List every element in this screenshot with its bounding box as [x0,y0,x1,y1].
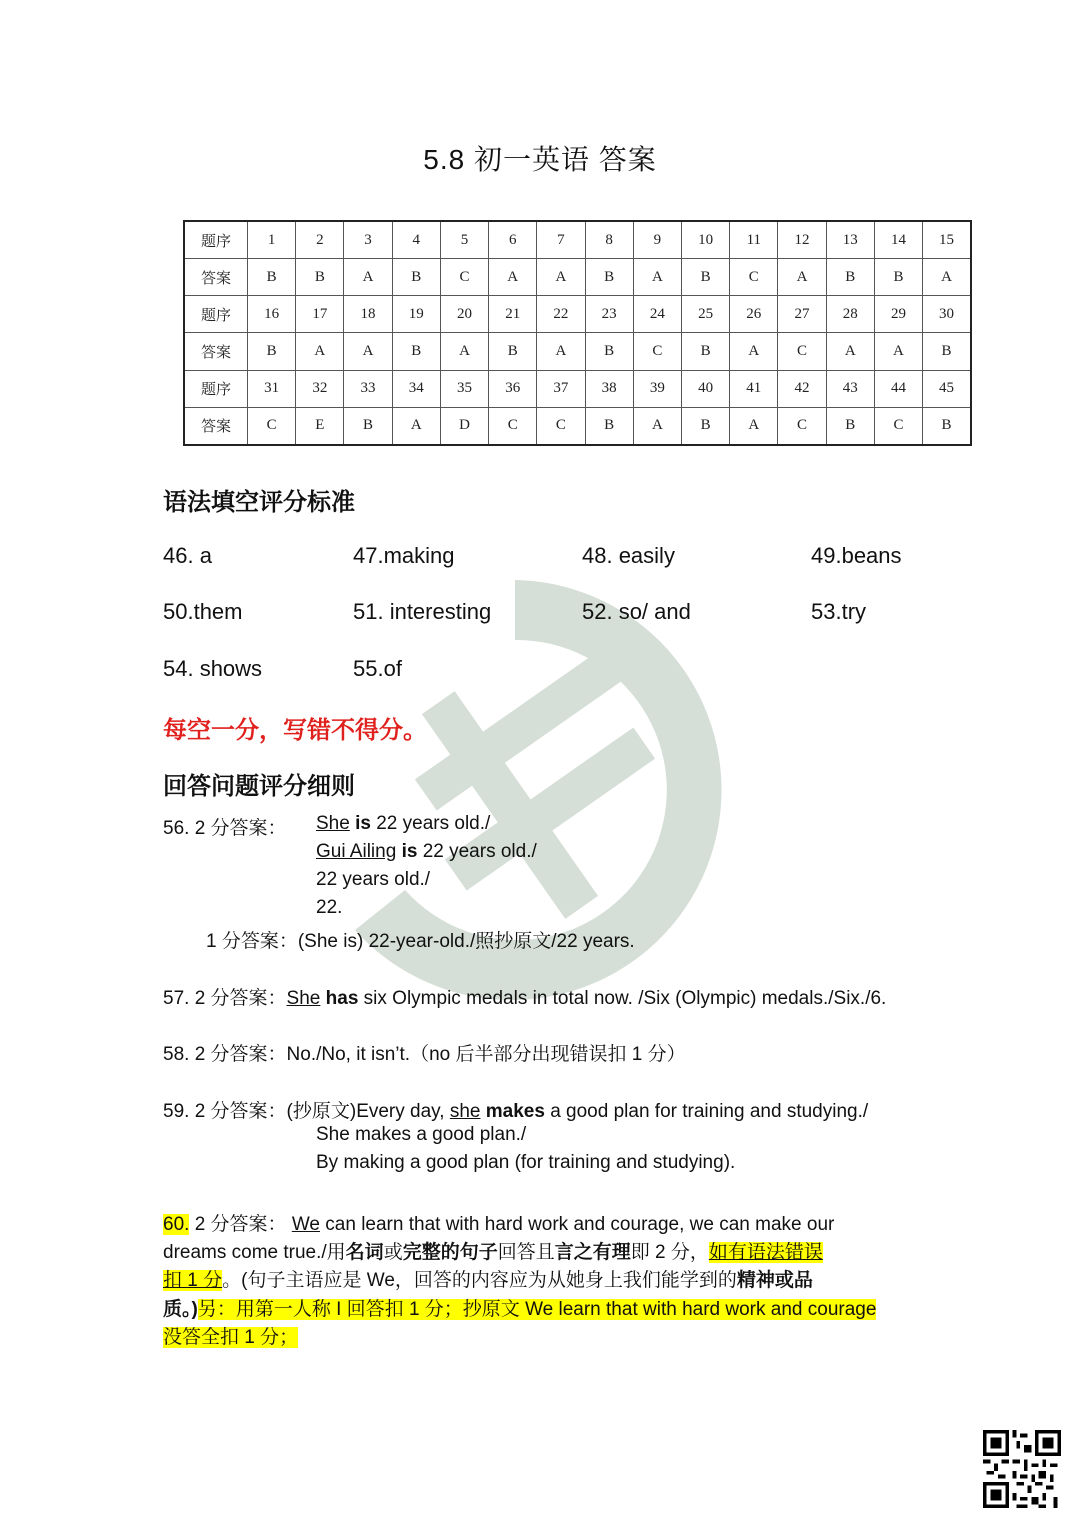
table-cell: A [537,333,585,370]
table-cell: 38 [585,370,633,407]
row-label: 答案 [184,333,248,370]
table-cell: 15 [923,221,971,259]
table-cell: 31 [248,370,296,407]
answer-table [183,220,972,446]
rest: 22 years old./ [417,841,537,862]
table-cell: A [440,333,488,370]
table-row [184,333,971,370]
table-cell: C [248,407,296,445]
table-cell: 32 [296,370,344,407]
q56-line-3: 22 years old./ [316,869,431,890]
table-cell: C [730,259,778,296]
table-cell: C [537,407,585,445]
text: 言之有理 [554,1242,631,1263]
verb: is [401,841,418,862]
q60-line-5 [163,1322,298,1349]
table-cell: A [392,407,440,445]
table-cell: 5 [440,221,488,259]
q59-line-3: By making a good plan (for training and studying). [316,1152,736,1173]
q60-number: 60. [163,1214,190,1235]
table-row [184,259,971,296]
verb: makes [485,1101,545,1122]
table-cell: D [440,407,488,445]
table-cell: B [585,407,633,445]
row-label: 答案 [184,259,248,296]
row-label: 答案 [184,407,248,445]
grammar-answer: 51. interesting [353,599,492,624]
q56-line-2 [316,841,537,863]
table-cell: 25 [681,296,729,333]
q60-line-4 [163,1294,876,1321]
q56-line-1 [316,813,490,835]
table-cell: 12 [778,221,826,259]
table-cell: 20 [440,296,488,333]
table-cell: 22 [537,296,585,333]
table-cell: B [681,333,729,370]
text: 即 2 分， [630,1242,709,1263]
subject: she [449,1101,481,1122]
table-cell: 16 [248,296,296,333]
table-cell: 10 [681,221,729,259]
table-cell: C [778,407,826,445]
table-cell: A [874,333,922,370]
table-cell: 21 [489,296,537,333]
table-cell: 23 [585,296,633,333]
grammar-answer: 55.of [353,656,402,681]
grammar-answer: 52. so/ and [582,599,691,624]
table-row [184,407,971,445]
q58-line: 58. 2 分答案：No./No, it isn’t.（no 后半部分出现错误扣 1 分） [163,1044,686,1065]
table-row [184,296,971,333]
table-cell: 7 [537,221,585,259]
highlight-text: 另：用第一人称 I 回答扣 1 分；抄原文 We learn that with hard work and courage [197,1299,877,1320]
qr-code [983,1430,1061,1508]
table-cell: 37 [537,370,585,407]
grammar-answer: 53.try [811,599,867,624]
table-cell: A [730,333,778,370]
highlight-text: 没答全扣 1 分； [163,1327,299,1348]
table-cell: 6 [489,221,537,259]
table-cell: B [874,259,922,296]
table-cell: 1 [248,221,296,259]
table-cell: B [248,333,296,370]
prefix: 57. 2 分答案： [163,988,287,1009]
grammar-answer: 46. a [163,543,212,568]
row-label: 题序 [184,370,248,407]
q56-line-5: 1 分答案：(She is) 22-year-old./照抄原文/22 years. [206,931,635,952]
grammar-heading: 语法填空评分标准 [163,487,355,516]
text: 质。) [163,1299,198,1320]
table-cell: 17 [296,296,344,333]
table-cell: 18 [344,296,392,333]
table-cell: 45 [923,370,971,407]
grammar-answer: 49.beans [811,543,902,568]
table-cell: A [537,259,585,296]
q56-prefix: 56. 2 分答案： [163,818,287,839]
row-label: 题序 [184,221,248,259]
prefix: 2 分答案： [189,1214,292,1235]
table-cell: B [923,333,971,370]
table-cell: 2 [296,221,344,259]
table-cell: 27 [778,296,826,333]
subject: We [291,1214,320,1235]
table-cell: 24 [633,296,681,333]
grammar-answer: 54. shows [163,656,263,681]
table-cell: A [296,333,344,370]
table-cell: 19 [392,296,440,333]
table-cell: 28 [826,296,874,333]
highlight-text: 扣 1 分 [163,1270,223,1291]
highlight-text: 如有语法错误 [708,1242,823,1263]
text: 名词 [345,1242,384,1263]
table-cell: 13 [826,221,874,259]
table-cell: 30 [923,296,971,333]
table-cell: A [344,259,392,296]
rest: can learn that with hard work and courage, we can make our [320,1214,835,1235]
page-title: 5.8 初一英语 答案 [423,144,657,175]
table-cell: C [440,259,488,296]
table-cell: A [633,259,681,296]
table-cell: B [392,333,440,370]
grammar-answer: 48. easily [582,543,675,568]
table-cell: 34 [392,370,440,407]
table-cell: 4 [392,221,440,259]
table-cell: B [489,333,537,370]
table-cell: 40 [681,370,729,407]
table-cell: 39 [633,370,681,407]
table-cell: B [585,333,633,370]
table-cell: 29 [874,296,922,333]
table-cell: B [681,407,729,445]
rest: a good plan for training and studying./ [544,1101,869,1122]
table-row [184,370,971,407]
table-cell: A [344,333,392,370]
table-cell: B [826,407,874,445]
table-cell: A [489,259,537,296]
table-cell: 36 [489,370,537,407]
table-cell: 35 [440,370,488,407]
q60-line-2 [163,1237,823,1264]
table-cell: A [826,333,874,370]
rest: 22 years old./ [370,813,491,834]
table-cell: B [923,407,971,445]
text: 精神或品 [736,1270,813,1291]
verb: is [355,813,371,834]
prefix: 59. 2 分答案：(抄原文)Every day, [163,1101,450,1122]
text: dreams come true./用 [163,1242,346,1263]
table-cell: C [633,333,681,370]
table-cell: A [778,259,826,296]
text: 回答且 [497,1242,555,1263]
table-cell: 14 [874,221,922,259]
grammar-rule: 每空一分，写错不得分。 [163,715,427,744]
table-cell: 43 [826,370,874,407]
table-cell: E [296,407,344,445]
table-cell: A [923,259,971,296]
grammar-answer: 47.making [353,543,455,568]
table-cell: 42 [778,370,826,407]
text: 。(句子主语应是 We，回答的内容应为从她身上我们能学到的 [222,1270,737,1291]
table-cell: B [248,259,296,296]
table-cell: 33 [344,370,392,407]
table-row [184,221,971,259]
table-cell: 41 [730,370,778,407]
qa-heading: 回答问题评分细则 [163,771,355,800]
table-cell: 26 [730,296,778,333]
table-cell: B [585,259,633,296]
table-cell: C [489,407,537,445]
grammar-answer: 50.them [163,599,243,624]
subject: She [286,988,321,1009]
q60-line-3 [163,1265,813,1292]
table-cell: 44 [874,370,922,407]
verb: has [325,988,359,1009]
q56-line-4: 22. [316,897,343,918]
q59-line-2: She makes a good plan./ [316,1124,527,1145]
table-cell: A [633,407,681,445]
table-cell: C [874,407,922,445]
q59-line-1 [163,1096,868,1123]
table-cell: 9 [633,221,681,259]
table-cell: B [681,259,729,296]
q57-line [163,983,886,1010]
table-cell: C [778,333,826,370]
table-cell: A [730,407,778,445]
table-cell: B [826,259,874,296]
text: 或 [383,1242,403,1263]
table-cell: B [392,259,440,296]
q60-line-1 [163,1209,834,1236]
rest: six Olympic medals in total now. /Six (Olympic) medals./Six./6. [358,988,887,1009]
table-cell: 8 [585,221,633,259]
table-cell: 3 [344,221,392,259]
row-label: 题序 [184,296,248,333]
text: 完整的句子 [402,1242,498,1263]
table-cell: B [296,259,344,296]
table-cell: 11 [730,221,778,259]
subject: Gui Ailing [316,841,397,862]
subject: She [316,813,350,834]
table-cell: B [344,407,392,445]
